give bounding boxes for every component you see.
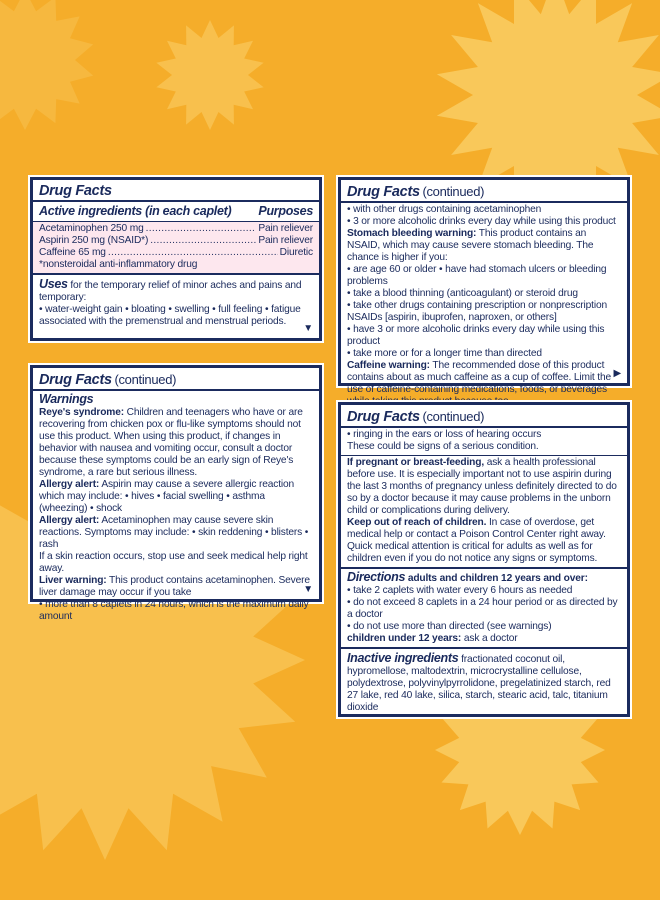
stomach-bullet: • take more or for a longer time than directed: [347, 348, 542, 359]
continued-label: (continued): [422, 184, 485, 199]
warning-line: • with other drugs containing acetaminophen: [347, 204, 542, 215]
panel-title: Drug Facts: [347, 184, 420, 200]
hearing-line: • ringing in the ears or loss of hearing occurs: [347, 429, 542, 440]
caffeine-warning-label: Caffeine warning:: [347, 360, 430, 371]
direction-item: • do not use more than directed (see warnings): [347, 621, 552, 632]
direction-item: • do not exceed 8 caplets in a 24 hour period or as directed by a doctor: [347, 597, 618, 620]
liver-warning-label: Liver warning:: [39, 575, 107, 586]
reye-label: Reye's syndrome:: [39, 407, 124, 418]
children-label: children under 12 years:: [347, 633, 462, 644]
liver-warning-text: This product contains acetaminophen. Severe liver damage may occur if you take: [39, 575, 310, 598]
uses-bullets: • water-weight gain • bloating • swelling • full feeling • fatigue: [39, 304, 301, 315]
uses-tail: associated with the premenstrual and menstrual periods.: [39, 316, 287, 327]
ingredient-row: [39, 223, 313, 235]
stomach-bleeding-text: This product contains an NSAID, which may cause severe stomach bleeding. The chance is higher if you:: [347, 228, 594, 263]
keep-out-text: In case of overdose, get medical help or contact a Poison Control Center right away. Quick medical attention is critical for adults as well as for children even if you do not notice any signs or symptoms.: [347, 517, 606, 564]
stomach-bullet: • have 3 or more alcoholic drinks every day while using this product: [347, 324, 605, 347]
drug-facts-panel-1: [30, 177, 322, 341]
continue-arrow-icon: ▼: [303, 323, 313, 334]
purposes-heading: Purposes: [258, 204, 313, 218]
stomach-bullet: • take a blood thinning (anticoagulant) or steroid drug: [347, 288, 578, 299]
uses-heading: Uses: [39, 277, 68, 291]
ingredient-purpose: Pain reliever: [258, 235, 313, 246]
ingredient-name: Aspirin 250 mg (NSAID*): [39, 235, 149, 246]
footnote: *nonsteroidal anti-inflammatory drug: [39, 259, 198, 270]
continue-arrow-icon: ▼: [303, 584, 313, 595]
drug-facts-panel-4: [338, 402, 630, 717]
starburst-shape: [0, 0, 93, 130]
direction-item: • take 2 caplets with water every 6 hours as needed: [347, 585, 573, 596]
keep-out-label: Keep out of reach of children.: [347, 517, 487, 528]
inactive-ingredients-text: fractionated coconut oil, hypromellose, maltodextrin, microcrystalline cellulose, polydextrose, polyvinylpyrrolidone, pregelatinized starch, red 27 lake, red 40 lake, silica, starch, stearic acid, talc, titanium dioxide: [347, 654, 611, 713]
stomach-bleeding-label: Stomach bleeding warning:: [347, 228, 477, 239]
drug-facts-panel-3: [338, 177, 630, 395]
reye-text: Children and teenagers who have or are recovering from chicken pox or flu-like symptoms should not use this product. When using this product, if changes in behavior with nausea and vomiting occur, consult a doctor because these symptoms could be an early sign of Reye's syndrome, a rare but serious illness.: [39, 407, 303, 478]
ingredient-row: [39, 235, 313, 247]
ingredient-purpose: Pain reliever: [258, 223, 313, 234]
ingredient-row: [39, 247, 313, 259]
allergy-alert-text: Acetaminophen may cause severe skin reactions. Symptoms may include: • skin reddening • blisters • rash: [39, 515, 309, 550]
ingredient-name: Caffeine 65 mg: [39, 247, 106, 258]
allergy-alert-text: Aspirin may cause a severe allergic reaction which may include: • hives • facial swelling • asthma (wheezing) • shock: [39, 479, 295, 514]
drug-facts-panel-2: [30, 365, 322, 622]
serious-condition-line: These could be signs of a serious condition.: [347, 441, 539, 452]
pregnancy-text: ask a health professional before use. It is especially important not to use aspirin during the last 3 months of pregnancy unless definitely directed to do so by a doctor because it may cause problems in the unborn child or complications during delivery.: [347, 457, 617, 516]
stomach-bullet: • take other drugs containing prescription or nonprescription NSAIDs [aspirin, ibuprofen, naproxen, or others]: [347, 300, 608, 323]
caffeine-warning-text: The recommended dose of this product contains about as much caffeine as a cup of coffee. Limit the use of caffeine-containing medications, foods, or beverages: [347, 360, 612, 395]
uses-text: for the temporary relief of minor aches and pains and temporary:: [39, 280, 302, 303]
panel-title: Drug Facts: [347, 409, 420, 425]
continue-arrow-icon: ▶: [613, 368, 621, 379]
allergy-alert-label: Allergy alert:: [39, 515, 100, 526]
ingredient-name: Acetaminophen 250 mg: [39, 223, 144, 234]
skin-reaction-text: If a skin reaction occurs, stop use and seek medical help right away.: [39, 551, 308, 574]
warning-line: • 3 or more alcoholic drinks every day while using this product: [347, 216, 616, 227]
ingredient-purpose: Diuretic: [279, 247, 313, 258]
warnings-heading: Warnings: [39, 392, 94, 406]
directions-heading: Directions: [347, 570, 406, 584]
pregnancy-label: If pregnant or breast-feeding,: [347, 457, 485, 468]
panel-title: Drug Facts: [39, 372, 112, 388]
liver-bullet: • more than 8 caplets in 24 hours, which is the maximum daily amount: [39, 599, 309, 622]
starburst-shape: [156, 20, 263, 130]
inactive-ingredients-heading: Inactive ingredients: [347, 651, 459, 665]
panel-title: Drug Facts: [39, 183, 112, 199]
continued-label: (continued): [114, 372, 177, 387]
children-text: ask a doctor: [463, 633, 518, 644]
ingredients-list: [33, 222, 319, 273]
active-ingredients-heading: Active ingredients (in each caplet): [39, 204, 232, 218]
continued-label: (continued): [422, 409, 485, 424]
allergy-alert-label: Allergy alert:: [39, 479, 100, 490]
directions-subheading: adults and children 12 years and over:: [407, 573, 588, 584]
stomach-bullet: • are age 60 or older • have had stomach ulcers or bleeding problems: [347, 264, 607, 287]
